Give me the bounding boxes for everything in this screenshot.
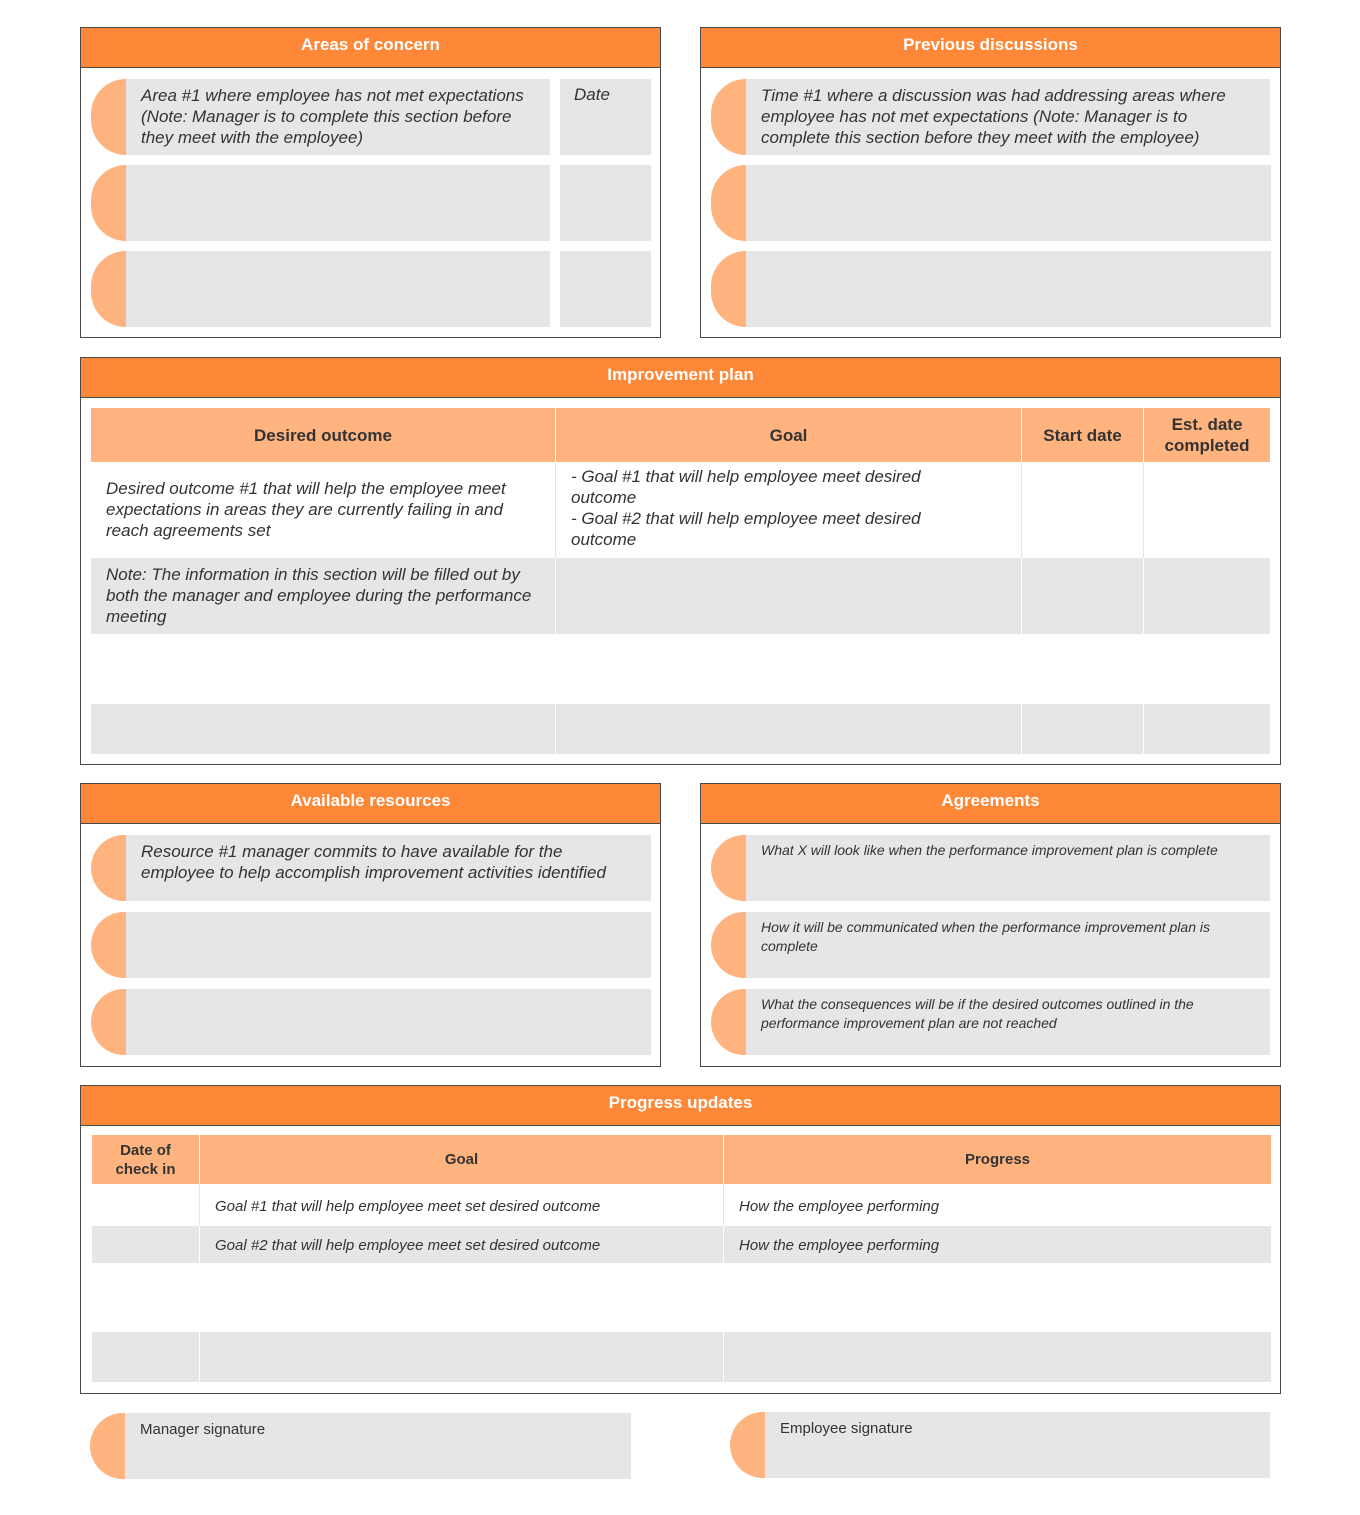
row-tab-decoration bbox=[711, 912, 746, 978]
row-tab-decoration bbox=[90, 1413, 125, 1479]
row-tab-decoration bbox=[711, 79, 746, 155]
resource-text-3[interactable] bbox=[126, 989, 651, 1055]
table-row bbox=[92, 1332, 1271, 1382]
column-divider bbox=[1021, 704, 1022, 754]
employee-signature-row bbox=[730, 1412, 1270, 1478]
row-tab-decoration bbox=[91, 165, 126, 241]
agreement-text-3[interactable]: What the consequences will be if the desired outcomes outlined in the performance improvement plan are not reached bbox=[746, 989, 1270, 1055]
progress-status-1[interactable]: How the employee performing bbox=[739, 1198, 940, 1215]
goal-1-line-2[interactable]: - Goal #2 that will help employee meet desired outcome bbox=[571, 509, 921, 549]
header-goal: Goal bbox=[556, 408, 1021, 462]
discussion-row-2 bbox=[711, 165, 1271, 241]
previous-discussions-title: Previous discussions bbox=[701, 28, 1280, 68]
discussion-row-1 bbox=[711, 79, 1270, 155]
resource-row-2 bbox=[91, 912, 651, 978]
concern-row-3 bbox=[91, 251, 550, 327]
progress-status-2[interactable]: How the employee performing bbox=[739, 1237, 940, 1254]
column-divider bbox=[555, 462, 556, 558]
concern-text-3[interactable] bbox=[126, 251, 550, 327]
table-row bbox=[91, 704, 1270, 754]
header-goal: Goal bbox=[200, 1135, 723, 1184]
agreements-panel bbox=[700, 783, 1281, 1067]
row-tab-decoration bbox=[91, 912, 126, 978]
column-divider bbox=[1143, 704, 1144, 754]
concern-date-2[interactable] bbox=[560, 165, 651, 241]
employee-signature-field[interactable]: Employee signature bbox=[765, 1412, 1270, 1478]
progress-updates-panel bbox=[80, 1085, 1281, 1394]
row-tab-decoration bbox=[91, 79, 126, 155]
discussion-text-1[interactable]: Time #1 where a discussion was had addressing areas where employee has not met expectations (Note: Manager is to complete this section before they meet with the employee) bbox=[746, 79, 1270, 155]
discussion-text-3[interactable] bbox=[746, 251, 1271, 327]
column-divider bbox=[723, 1184, 724, 1226]
agreement-text-1[interactable]: What X will look like when the performance improvement plan is complete bbox=[746, 835, 1270, 901]
desired-outcome-1[interactable]: Desired outcome #1 that will help the employee meet expectations in areas they are currently failing in and reach agreements set bbox=[106, 479, 506, 540]
discussion-row-3 bbox=[711, 251, 1271, 327]
row-tab-decoration bbox=[711, 165, 746, 241]
header-date-of-check-in: Date of check in bbox=[92, 1135, 199, 1184]
agreement-row-3 bbox=[711, 989, 1270, 1055]
resource-row-1 bbox=[91, 835, 651, 901]
progress-updates-title: Progress updates bbox=[81, 1086, 1280, 1126]
column-divider bbox=[1021, 558, 1022, 634]
column-divider bbox=[1021, 462, 1022, 558]
column-divider bbox=[1143, 558, 1144, 634]
desired-outcome-2[interactable]: Note: The information in this section will be filled out by both the manager and employee during the performance meeting bbox=[106, 565, 532, 626]
column-divider bbox=[555, 558, 556, 634]
areas-of-concern-panel bbox=[80, 27, 661, 338]
agreement-text-2[interactable]: How it will be communicated when the performance improvement plan is complete bbox=[746, 912, 1270, 978]
areas-of-concern-title: Areas of concern bbox=[81, 28, 660, 68]
progress-goal-2[interactable]: Goal #2 that will help employee meet set desired outcome bbox=[215, 1237, 601, 1254]
concern-text-1[interactable]: Area #1 where employee has not met expectations (Note: Manager is to complete this section before they meet with the employee) bbox=[126, 79, 550, 155]
improvement-plan-title: Improvement plan bbox=[81, 358, 1280, 398]
row-tab-decoration bbox=[91, 989, 126, 1055]
previous-discussions-panel bbox=[700, 27, 1281, 338]
resource-text-2[interactable] bbox=[126, 912, 651, 978]
concern-text-2[interactable] bbox=[126, 165, 550, 241]
header-desired-outcome: Desired outcome bbox=[91, 408, 555, 462]
column-divider bbox=[555, 704, 556, 754]
row-tab-decoration bbox=[711, 989, 746, 1055]
improvement-plan-panel bbox=[80, 357, 1281, 765]
goal-1-line-1[interactable]: - Goal #1 that will help employee meet desired outcome bbox=[571, 467, 921, 507]
concern-date-3[interactable] bbox=[560, 251, 651, 327]
concern-date-1[interactable]: Date bbox=[560, 79, 651, 155]
header-est-date-completed: Est. date completed bbox=[1144, 408, 1270, 462]
available-resources-title: Available resources bbox=[81, 784, 660, 824]
row-tab-decoration bbox=[91, 835, 126, 901]
resource-row-3 bbox=[91, 989, 651, 1055]
progress-goal-1[interactable]: Goal #1 that will help employee meet set desired outcome bbox=[215, 1198, 601, 1215]
header-start-date: Start date bbox=[1022, 408, 1143, 462]
manager-signature-row bbox=[90, 1413, 631, 1479]
row-tab-decoration bbox=[711, 251, 746, 327]
concern-row-1 bbox=[91, 79, 550, 155]
row-tab-decoration bbox=[91, 251, 126, 327]
manager-signature-field[interactable]: Manager signature bbox=[125, 1413, 631, 1479]
column-divider bbox=[1143, 462, 1144, 558]
agreement-row-1 bbox=[711, 835, 1270, 901]
column-divider bbox=[199, 1332, 200, 1382]
row-tab-decoration bbox=[711, 835, 746, 901]
resource-text-1[interactable]: Resource #1 manager commits to have available for the employee to help accomplish improvement activities identified bbox=[126, 835, 651, 901]
available-resources-panel bbox=[80, 783, 661, 1067]
header-progress: Progress bbox=[724, 1135, 1271, 1184]
column-divider bbox=[723, 1332, 724, 1382]
agreement-row-2 bbox=[711, 912, 1270, 978]
row-tab-decoration bbox=[730, 1412, 765, 1478]
concern-row-2 bbox=[91, 165, 550, 241]
discussion-text-2[interactable] bbox=[746, 165, 1271, 241]
column-divider bbox=[199, 1184, 200, 1226]
agreements-title: Agreements bbox=[701, 784, 1280, 824]
